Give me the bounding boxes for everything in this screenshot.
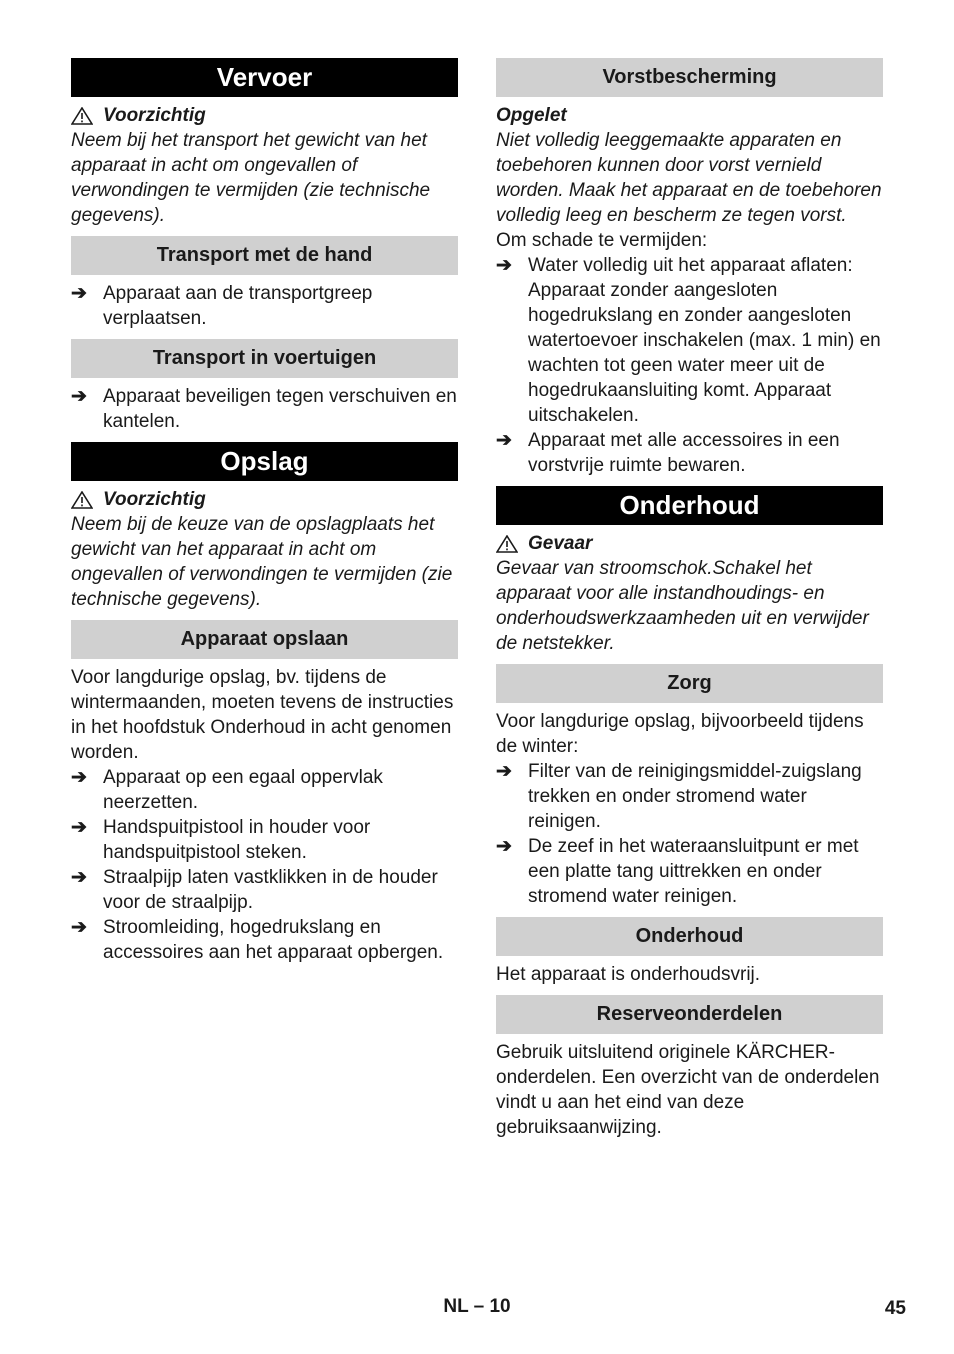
caution-title: Opgelet <box>496 105 567 126</box>
arrow-right-icon: ➔ <box>71 386 87 407</box>
paragraph: Het apparaat is onderhoudsvrij. <box>496 964 761 985</box>
left-column <box>71 58 458 965</box>
list-item <box>496 253 883 428</box>
warning-title-text: Gevaar <box>528 533 593 554</box>
warning-title <box>496 531 883 556</box>
list-item-text: Water volledig uit het apparaat aflaten: Apparaat zonder aangesloten hogedrukslang en zonder aangesloten watertoevoer inschakelen (max. 1 min) en wachten tot geen water meer uit de hogedrukaansluiting komt. Apparaat uitschakelen. <box>528 255 881 426</box>
heading-transport-met-de-hand: Transport met de hand <box>71 236 458 275</box>
arrow-right-icon: ➔ <box>71 817 87 838</box>
paragraph: Voor langdurige opslag, bijvoorbeeld tijdens de winter: <box>496 711 864 757</box>
heading-apparaat-opslaan: Apparaat opslaan <box>71 620 458 659</box>
arrow-right-icon: ➔ <box>71 917 87 938</box>
heading-vervoer: Vervoer <box>71 58 458 97</box>
arrow-right-icon: ➔ <box>496 255 512 276</box>
paragraph: Voor langdurige opslag, bv. tijdens de wintermaanden, moeten tevens de instructies in het hoofdstuk Onderhoud in acht genomen worden. <box>71 667 454 763</box>
heading-reserveonderdelen: Reserveonderdelen <box>496 995 883 1034</box>
list-item <box>71 865 458 915</box>
list-item-text: Straalpijp laten vastklikken in de houder voor de straalpijp. <box>103 867 438 913</box>
paragraph: Gebruik uitsluitend originele KÄRCHER-onderdelen. Een overzicht van de onderdelen vindt u aan het eind van deze gebruiksaanwijzing. <box>496 1042 880 1138</box>
list-item-text: Filter van de reinigingsmiddel-zuigslang trekken en onder stromend water reinigen. <box>528 761 862 832</box>
footer-section <box>0 1296 954 1318</box>
footer-language: NL <box>443 1296 469 1317</box>
warning-triangle-icon <box>71 107 93 125</box>
arrow-right-icon: ➔ <box>496 430 512 451</box>
right-column <box>496 58 883 1140</box>
heading-opslag: Opslag <box>71 442 458 481</box>
warning-triangle-icon <box>71 491 93 509</box>
paragraph: Om schade te vermijden: <box>496 230 708 251</box>
heading-onderhoud-main: Onderhoud <box>496 486 883 525</box>
warning-title-text: Voorzichtig <box>103 489 206 510</box>
footer-section-page: – 10 <box>473 1296 511 1317</box>
list-item-text: Apparaat beveiligen tegen verschuiven en kantelen. <box>103 386 457 432</box>
list-item <box>496 428 883 478</box>
list-item <box>71 281 458 331</box>
arrow-right-icon: ➔ <box>496 761 512 782</box>
list-item-text: Apparaat met alle accessoires in een vorstvrije ruimte bewaren. <box>528 430 840 476</box>
list-item <box>71 765 458 815</box>
warning-text: Neem bij de keuze van de opslagplaats het gewicht van het apparaat in acht om ongevallen of verwondingen te vermijden (zie technische gegevens). <box>71 514 453 610</box>
arrow-right-icon: ➔ <box>496 836 512 857</box>
arrow-right-icon: ➔ <box>71 867 87 888</box>
list-item <box>496 759 883 834</box>
heading-zorg: Zorg <box>496 664 883 703</box>
warning-title <box>71 487 458 512</box>
list-item-text: De zeef in het wateraansluitpunt er met een platte tang uittrekken en onder stromend water reinigen. <box>528 836 859 907</box>
list-item <box>71 815 458 865</box>
warning-text: Gevaar van stroomschok.Schakel het apparaat voor alle instandhoudings- en onderhoudswerkzaamheden uit en verwijder de netstekker. <box>496 558 869 654</box>
list-item <box>71 384 458 434</box>
caution-text: Niet volledig leeggemaakte apparaten en toebehoren kunnen door vorst vernield worden. Maak het apparaat en de toebehoren volledig leeg en bescherm ze tegen vorst. <box>496 130 882 226</box>
warning-title <box>71 103 458 128</box>
list-item-text: Apparaat aan de transportgreep verplaatsen. <box>103 283 373 329</box>
heading-onderhoud-sub: Onderhoud <box>496 917 883 956</box>
page-number: 45 <box>884 1298 906 1319</box>
list-item <box>496 834 883 909</box>
warning-text: Neem bij het transport het gewicht van het apparaat in acht om ongevallen of verwondingen te vermijden (zie technische gegevens). <box>71 130 431 226</box>
arrow-right-icon: ➔ <box>71 767 87 788</box>
heading-transport-in-voertuigen: Transport in voertuigen <box>71 339 458 378</box>
list-item-text: Apparaat op een egaal oppervlak neerzetten. <box>103 767 383 813</box>
list-item-text: Stroomleiding, hogedrukslang en accessoires aan het apparaat opbergen. <box>103 917 444 963</box>
warning-triangle-icon <box>496 535 518 553</box>
list-item-text: Handspuitpistool in houder voor handspuitpistool steken. <box>103 817 371 863</box>
heading-vorstbescherming: Vorstbescherming <box>496 58 883 97</box>
warning-title-text: Voorzichtig <box>103 105 206 126</box>
arrow-right-icon: ➔ <box>71 283 87 304</box>
list-item <box>71 915 458 965</box>
